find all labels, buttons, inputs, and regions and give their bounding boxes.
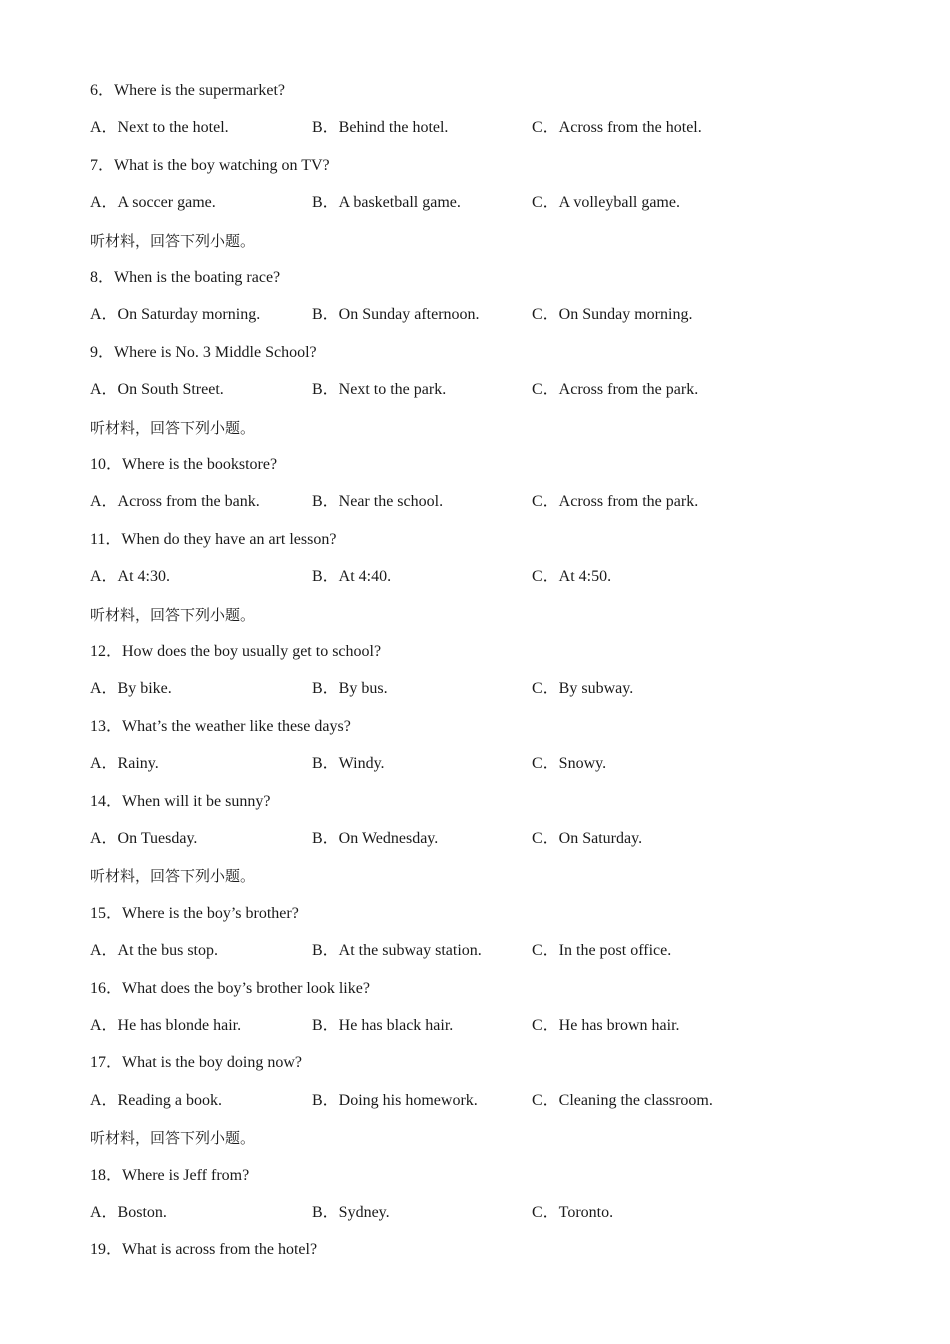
option-a: A．Next to the hotel. [90, 119, 229, 136]
question-text: 14．When will it be sunny? [90, 793, 271, 810]
question-text: 15．Where is the boy’s brother? [90, 905, 299, 922]
option-a: A．Rainy. [90, 755, 159, 772]
option-c: C．Toronto. [532, 1204, 614, 1221]
option-c: C．In the post office. [532, 942, 672, 959]
section-instruction: 听材料，回答下列小题。 [90, 1129, 256, 1147]
option-b: B．On Sunday afternoon. [312, 306, 480, 323]
option-c: C．On Saturday. [532, 830, 643, 847]
question-text: 17．What is the boy doing now? [90, 1054, 302, 1071]
option-a: A．At the bus stop. [90, 942, 219, 959]
option-b: B．Sydney. [312, 1204, 390, 1221]
question-text: 13．What’s the weather like these days? [90, 718, 351, 735]
option-c: C．Across from the hotel. [532, 119, 702, 136]
option-b: B．Next to the park. [312, 381, 447, 398]
option-c: C．Cleaning the classroom. [532, 1092, 713, 1109]
question-text: 16．What does the boy’s brother look like? [90, 980, 370, 997]
option-c: C．He has brown hair. [532, 1017, 680, 1034]
option-b: B．On Wednesday. [312, 830, 439, 847]
option-c: C．Snowy. [532, 755, 607, 772]
section-instruction: 听材料，回答下列小题。 [90, 606, 256, 624]
option-a: A．By bike. [90, 680, 172, 697]
option-b: B．Behind the hotel. [312, 119, 449, 136]
option-a: A．On Saturday morning. [90, 306, 261, 323]
option-b: B．Doing his homework. [312, 1092, 478, 1109]
option-a: A．Boston. [90, 1204, 167, 1221]
option-c: C．On Sunday morning. [532, 306, 693, 323]
section-instruction: 听材料，回答下列小题。 [90, 419, 256, 437]
option-a: A．Reading a book. [90, 1092, 222, 1109]
option-b: B．A basketball game. [312, 194, 461, 211]
option-a: A．On South Street. [90, 381, 224, 398]
question-text: 8．When is the boating race? [90, 269, 281, 286]
option-b: B．At the subway station. [312, 942, 482, 959]
section-instruction: 听材料，回答下列小题。 [90, 232, 256, 250]
question-text: 7．What is the boy watching on TV? [90, 157, 330, 174]
option-c: C．Across from the park. [532, 493, 699, 510]
option-c: C．At 4:50. [532, 568, 612, 585]
option-b: B．He has black hair. [312, 1017, 454, 1034]
option-b: B．Near the school. [312, 493, 444, 510]
option-a: A．A soccer game. [90, 194, 216, 211]
option-a: A．He has blonde hair. [90, 1017, 242, 1034]
question-text: 9．Where is No. 3 Middle School? [90, 344, 317, 361]
option-a: A．On Tuesday. [90, 830, 198, 847]
question-text: 11．When do they have an art lesson? [90, 531, 337, 548]
section-instruction: 听材料，回答下列小题。 [90, 867, 256, 885]
question-text: 18．Where is Jeff from? [90, 1167, 250, 1184]
option-a: A．Across from the bank. [90, 493, 260, 510]
option-a: A．At 4:30. [90, 568, 171, 585]
question-text: 12．How does the boy usually get to school? [90, 643, 382, 660]
question-text: 10．Where is the bookstore? [90, 456, 278, 473]
option-b: B．Windy. [312, 755, 385, 772]
option-b: B．By bus. [312, 680, 388, 697]
option-b: B．At 4:40. [312, 568, 392, 585]
question-text: 19．What is across from the hotel? [90, 1241, 318, 1258]
question-text: 6．Where is the supermarket? [90, 82, 286, 99]
option-c: C．By subway. [532, 680, 634, 697]
option-c: C．Across from the park. [532, 381, 699, 398]
option-c: C．A volleyball game. [532, 194, 680, 211]
